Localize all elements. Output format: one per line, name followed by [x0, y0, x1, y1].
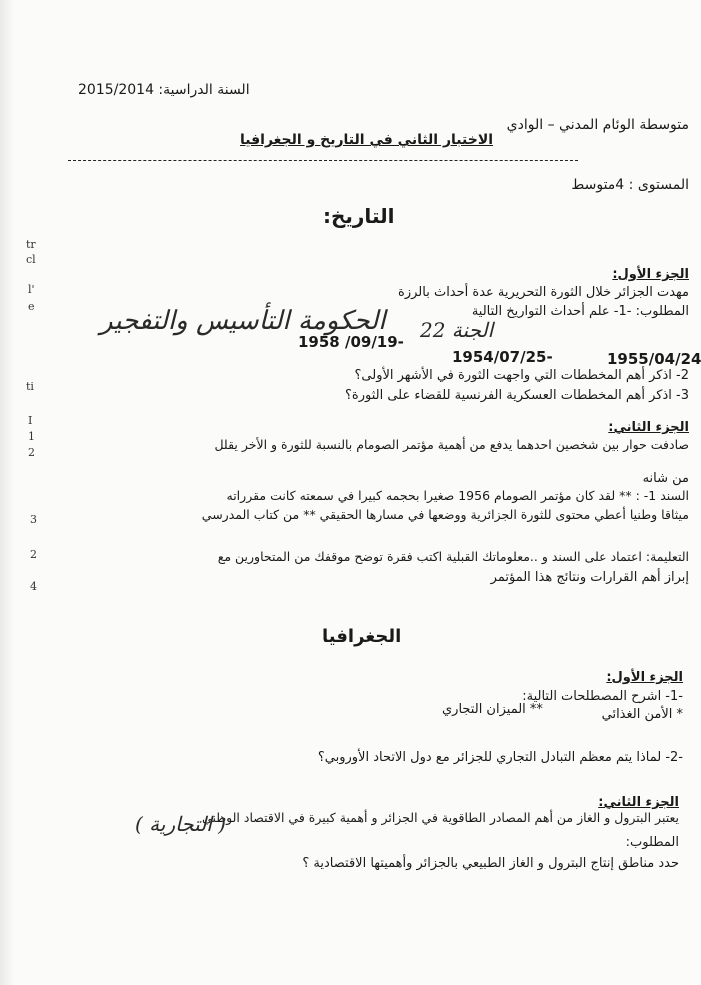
history-instruction-line1: التعليمة: اعتماد على السند و ..معلوماتك القبلية اكتب فقرة توضح موقفك من المتحاورين مع	[217, 549, 689, 564]
margin-mark: ti	[26, 380, 34, 393]
margin-mark: 2	[28, 446, 35, 459]
history-q2: 2- اذكر أهم المخططات التي واجهت الثورة في الأشهر الأولى؟	[354, 368, 689, 383]
margin-mark: 2	[30, 548, 37, 561]
date-3: 1955/04/24	[607, 350, 701, 368]
geography-title: الجغرافيا	[322, 626, 402, 647]
history-title: التاريخ:	[323, 204, 395, 228]
school-year: السنة الدراسية: 2015/2014	[78, 82, 250, 98]
history-source-line1: السند 1- : ** لقد كان مؤتمر الصومام 1956 صغيرا بحجمه كبيرا في سمعته كانت مقرراته	[226, 488, 689, 503]
margin-mark: 4	[30, 580, 37, 593]
school-name: متوسطة الوئام المدني – الوادي	[506, 117, 689, 133]
geography-q2: -2- لماذا يتم معظم التبادل التجاري للجزائر مع دول الاتحاد الأوروبي؟	[317, 750, 683, 765]
margin-mark: 1	[28, 430, 35, 443]
history-part1-task: المطلوب: -1- علم أحداث التواريخ التالية	[471, 304, 689, 319]
history-part2-line2: من شانه	[642, 471, 689, 486]
geography-q1: -1- اشرح المصطلحات التالية:	[522, 689, 683, 704]
geography-part2-line2: حدد مناطق إنتاج البترول و الغاز الطبيعي بالجزائر وأهميتها الاقتصادية ؟	[302, 856, 679, 871]
date-1: 1958 /09/19-	[298, 333, 404, 351]
history-q3: 3- اذكر أهم المخططات العسكرية الفرنسية للقضاء على الثورة؟	[344, 388, 689, 403]
term-trade-balance: ** الميزان التجاري	[442, 702, 543, 717]
geography-part1-heading: الجزء الأول:	[606, 670, 683, 685]
margin-mark: tr	[26, 238, 36, 251]
history-part2-heading: الجزء الثاني:	[608, 420, 689, 435]
term-food-security: * الأمن الغذائي	[601, 707, 683, 722]
margin-mark: l'	[28, 283, 35, 296]
margin-mark: 3	[30, 513, 37, 526]
handwritten-answer: ( التجارية )	[135, 812, 226, 836]
date-2: 1954/07/25-	[452, 348, 553, 366]
margin-mark: e	[28, 300, 35, 313]
header-divider	[68, 160, 578, 161]
margin-mark: I	[28, 414, 33, 427]
handwritten-answer: الجنة 22	[420, 318, 494, 342]
level: المستوى : 4متوسط	[571, 177, 689, 193]
scan-edge	[0, 0, 14, 985]
exam-title: الاختبار الثاني في التاريخ و الجغرافيا	[240, 132, 494, 148]
history-part2-line1: صادفت حوار بين شخصين احدهما يدفع من أهمية مؤتمر الصومام بالنسبة للثورة و الأخر يقلل	[214, 437, 689, 452]
history-instruction-line2: إبراز أهم القرارات ونتائج هذا المؤتمر	[490, 570, 689, 585]
geography-part2-task: المطلوب:	[625, 835, 679, 850]
history-source-line2: ميثاقا وطنيا أعطي محتوى للثورة الجزائرية ووضعها في مسارها الحقيقي ** من كتاب المدرسي	[201, 507, 689, 522]
history-part1-intro: مهدت الجزائر خلال الثورة التحريرية عدة أحداث بالرزة	[398, 285, 689, 300]
geography-part2-line1: يعتبر البترول و الغاز من أهم المصادر الطاقوية في الجزائر و أهمية كبيرة في الاقتصاد الوطني	[202, 810, 679, 825]
history-part1-heading: الجزء الأول:	[612, 267, 689, 282]
geography-part2-heading: الجزء الثاني:	[598, 795, 679, 810]
margin-mark: cl	[26, 253, 36, 266]
handwritten-answer: الحكومة التأسيس والتفجير	[100, 306, 386, 336]
